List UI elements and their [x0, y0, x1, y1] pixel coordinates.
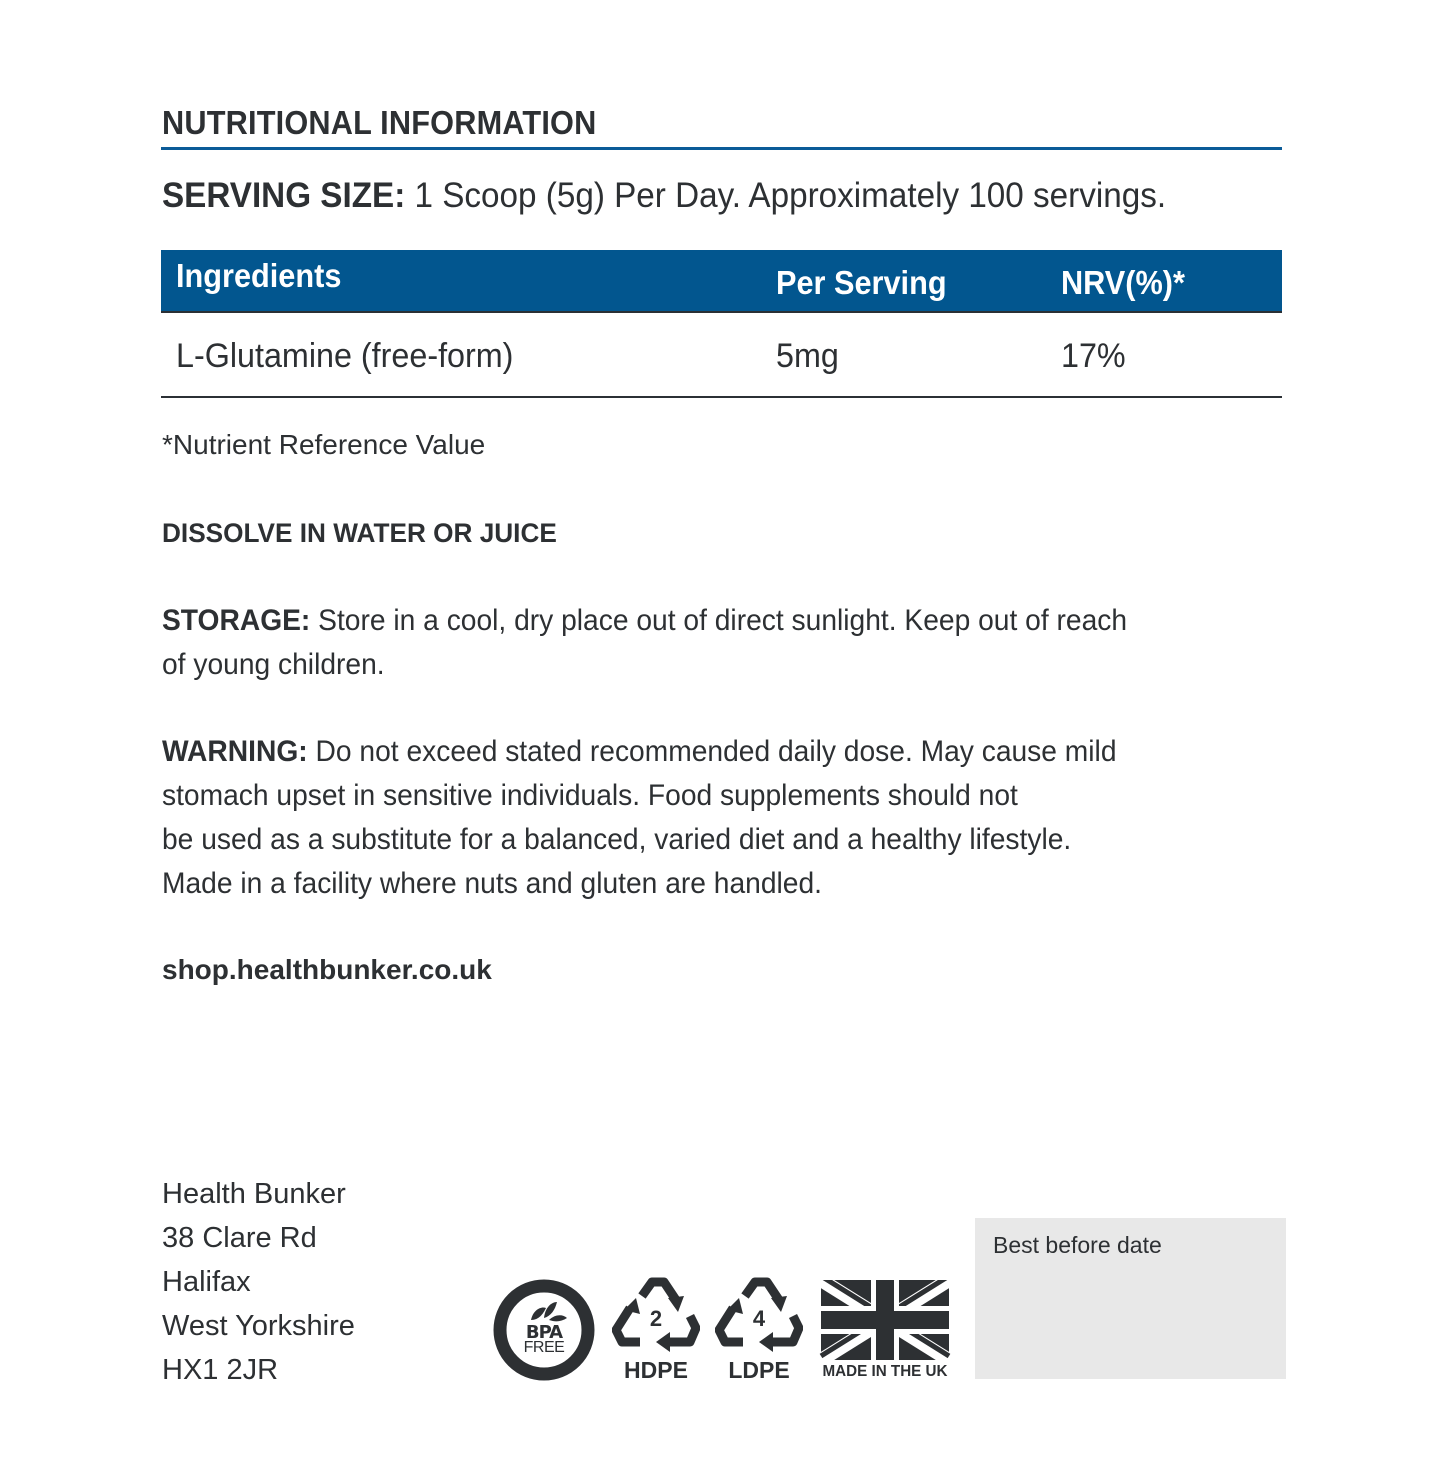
recycle-ldpe-icon — [715, 1276, 803, 1386]
recycle-hdpe-icon — [612, 1276, 700, 1386]
header-ingredients: Ingredients — [176, 257, 342, 294]
page-title: NUTRITIONAL INFORMATION — [162, 104, 597, 141]
cell-ingredient: L-Glutamine (free-form) — [176, 337, 514, 375]
warning-line: be used as a substitute for a balanced, varied diet and a healthy lifestyle. — [162, 823, 1072, 856]
storage-label: STORAGE: — [162, 604, 311, 637]
address-company: Health Bunker — [162, 1178, 346, 1210]
best-before-label: Best before date — [993, 1232, 1162, 1258]
warning-paragraph — [162, 730, 1196, 906]
address-block — [162, 1172, 355, 1392]
warning-line — [162, 730, 1196, 774]
website-link[interactable]: shop.healthbunker.co.uk — [162, 954, 492, 985]
hdpe-label: HDPE — [624, 1357, 688, 1383]
table-header — [161, 250, 1282, 313]
title-divider — [161, 147, 1282, 150]
storage-paragraph — [162, 599, 1196, 687]
ldpe-label: LDPE — [728, 1357, 790, 1383]
best-before-box — [975, 1218, 1286, 1379]
warning-line: stomach upset in sensitive individuals. Food supplements should not — [162, 779, 1018, 812]
warning-label: WARNING: — [162, 735, 308, 768]
storage-line — [162, 599, 1196, 643]
address-postcode: HX1 2JR — [162, 1354, 279, 1386]
serving-size-label: SERVING SIZE: — [162, 176, 406, 215]
address-county: West Yorkshire — [162, 1310, 355, 1342]
free-text: FREE — [523, 1339, 565, 1356]
table-row — [161, 313, 1282, 398]
address-town: Halifax — [162, 1266, 251, 1298]
nrv-footnote: *Nutrient Reference Value — [162, 429, 486, 460]
dissolve-instruction: DISSOLVE IN WATER OR JUICE — [162, 518, 557, 548]
address-street: 38 Clare Rd — [162, 1222, 317, 1254]
cell-per-serving: 5mg — [776, 337, 839, 375]
bpa-text: BPA — [525, 1322, 563, 1343]
union-flag-icon — [817, 1280, 953, 1385]
header-nrv: NRV(%)* — [1061, 264, 1185, 301]
made-in-uk-label: MADE IN THE UK — [822, 1363, 948, 1380]
header-per-serving: Per Serving — [776, 264, 947, 301]
cell-nrv: 17% — [1061, 337, 1126, 375]
serving-size-text: 1 Scoop (5g) Per Day. Approximately 100 servings. — [405, 176, 1167, 215]
ldpe-number: 4 — [752, 1306, 766, 1331]
storage-text: Store in a cool, dry place out of direct sunlight. Keep out of reach — [310, 604, 1128, 637]
storage-line: of young children. — [162, 648, 385, 681]
hdpe-number: 2 — [649, 1306, 663, 1331]
warning-line: Made in a facility where nuts and gluten are handled. — [162, 867, 822, 900]
serving-size — [162, 176, 1166, 216]
bpa-free-icon — [491, 1278, 597, 1382]
warning-text: Do not exceed stated recommended daily dose. May cause mild — [307, 735, 1117, 768]
